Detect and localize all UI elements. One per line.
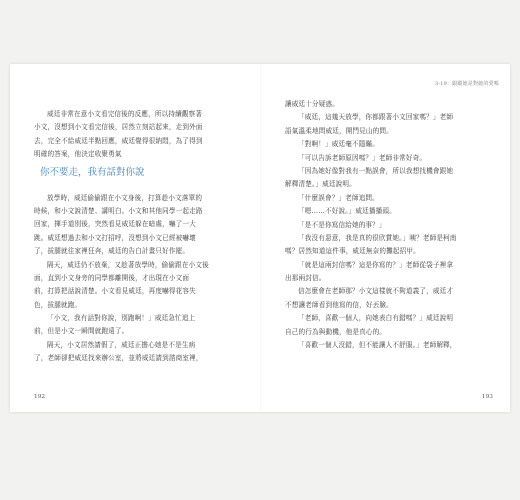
text-line: 「喜歡一個人沒錯，但不能讓人不舒服。」老師解釋， [298,341,457,350]
paragraph [285,192,489,205]
text-line: 「小文，我有話對你說，別跑啊！」威廷急忙追上 [47,314,196,323]
paragraph [285,312,489,339]
paragraph [285,111,489,138]
page-number: 192 [34,394,46,400]
paragraph [34,108,234,162]
paragraph [285,339,489,352]
text-line: 「就是這兩封信嗎？這是你寫的？」老師從袋子裡拿 [298,260,454,269]
text-line: 了，拔腿就往家裡狂奔，威廷的告白計畫只好作罷。 [34,247,190,256]
paragraph [285,259,489,286]
text-line: 色，拔腿就跑。 [34,300,82,309]
running-head: 3-19：跟蹤她是對她的愛嗎 [434,81,499,87]
text-line: 「是不是你寫信給她的事？」 [298,220,386,229]
paragraph [285,219,489,232]
text-line: 「可以告訴老師原因嗎？」老師非常好奇。 [298,153,427,162]
page-number: 193 [481,394,493,400]
text-line: 前，但是小文一瞬間就跑遠了。 [34,327,129,336]
text-line: 面，直到小文身旁的同學都離開後，才出現在小文面 [34,273,190,282]
paragraph [285,165,489,192]
text-line: 「因為她好像對我有一點誤會，所以我想找機會跟她 [298,166,454,175]
right-text-block [285,98,489,352]
paragraph [34,312,234,339]
text-line: 跳。威廷想過去和小文打招呼，沒想到小文已經被嚇壞 [34,233,196,242]
paragraph [285,285,489,312]
left-page [10,64,260,412]
text-line: 「什麼誤會？」老師追問。 [298,193,379,202]
paragraph [285,138,489,151]
text-line: 不想讓老師看到他寫的信，好丟臉。 [285,300,393,309]
paragraph [285,205,489,218]
text-line: 去，完全不給威廷半點回應，威廷覺得很納悶，為了得到 [34,136,203,145]
text-line: 嗎？居然知道這件事，威廷無奈的攤起招甲。 [285,247,420,256]
text-line: 回家，揮手道別後，突然看見威廷躲在暗處，嚇了一大 [34,220,196,229]
text-line: 威廷非常在意小文看完信後的反應，所以持續觀察著 [47,110,203,118]
text-line: 信怎麼會在老師那？小文這樣就不夠道義了，威廷才 [298,287,454,296]
text-line: 自己的行為與動機，他是真心的。 [285,327,387,336]
text-line: 「對啊！」威廷毫不隱瞞。 [298,140,379,149]
paragraph [34,259,234,313]
text-line: 讓威廷十分疑惑。 [285,100,339,108]
text-line: 出那兩封信。 [285,274,326,283]
text-line: 語氣溫柔地問威廷，開門見山的問。 [285,126,393,135]
paragraph [285,232,489,259]
right-page [261,64,511,412]
text-line: 「老師，喜歡一個人，向她表白有錯嗎？」威廷說明 [298,314,454,323]
text-line: 放學時，威廷偷偷跟在小文身後，打算趁小文落單的 [47,193,203,202]
text-line: 「嗯……不好說。」威廷播播頭。 [298,207,396,216]
text-line: 時候，和小文說清楚、講明白。小文和其他同學一起走路 [34,206,203,215]
book-spread [10,64,510,412]
paragraph [34,192,234,259]
text-line: 了，老師卻把威廷找來辦公室，並將威廷請到諮商室裡， [34,354,203,363]
text-line: 「威廷，這幾天放學，你都跟著小文回家嗎？」老師 [298,113,454,122]
paragraph [285,152,489,165]
text-line: 解釋清楚。」威廷說明。 [285,180,356,189]
text-line: 隔天，小文居然請假了，威廷正擔心她是不是生病 [47,340,196,349]
text-line: 隔天，威廷仍不放棄，又趁著放學時，偷偷跟在小文後 [47,260,209,269]
text-line: 「我沒有惡意，我是真的很欣賞她。」咦？老師是柯南 [298,233,457,242]
text-line: 前，打算把話說清楚。小文看見威廷，再度嚇得花容失 [34,287,196,296]
text-line: 小文，沒想到小文看完信後，居然立刻站起來，走到外面 [34,123,203,132]
text-line: 明確的答案，他決定收聚勇氣 [34,150,122,159]
section-heading: 你不要走，我有話對你說 [40,166,145,178]
left-text-block [34,108,234,366]
paragraph [34,339,234,366]
